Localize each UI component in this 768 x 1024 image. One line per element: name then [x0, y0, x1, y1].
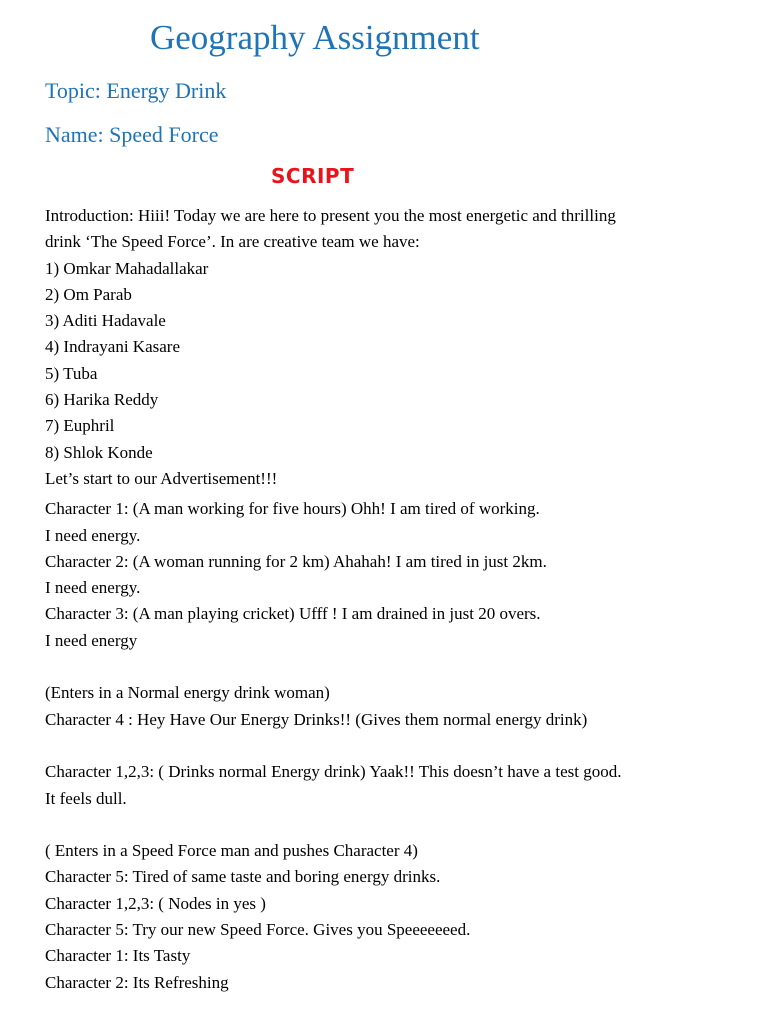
dialogue-line: Character 3: (A man playing cricket) Ufff ! I am drained in just 20 overs.: [45, 604, 541, 624]
dialogue-line: Character 1: (A man working for five hours) Ohh! I am tired of working.: [45, 499, 540, 519]
team-member-item: 5) Tuba: [45, 363, 98, 383]
dialogue-line: I need energy.: [45, 578, 141, 598]
dialogue-line: ( Enters in a Speed Force man and pushes Character 4): [45, 841, 418, 861]
intro-line: Introduction: Hiii! Today we are here to present you the most energetic and thrilling: [45, 206, 616, 225]
blank-line: [45, 733, 755, 759]
intro-closing: Let’s start to our Advertisement!!!: [45, 468, 278, 488]
dialogue-line: Character 2: Its Refreshing: [45, 972, 229, 992]
team-member-item: 7) Euphril: [45, 416, 115, 436]
script-heading: SCRIPT: [271, 164, 355, 188]
intro-line: drink ‘The Speed Force’. In are creative team we have:: [45, 232, 420, 252]
topic-line: Topic: Energy Drink: [45, 78, 227, 103]
dialogue-line: Character 5: Try our new Speed Force. Gives you Speeeeeeed.: [45, 920, 471, 940]
team-member-item: 8) Shlok Konde: [45, 442, 153, 462]
team-member-item: 4) Indrayani Kasare: [45, 337, 180, 357]
name-line: Name: Speed Force: [45, 122, 219, 147]
dialogue-line: Character 1: Its Tasty: [45, 946, 191, 966]
dialogue-line: Character 5: Tired of same taste and boring energy drinks.: [45, 867, 441, 887]
team-member-item: 2) Om Parab: [45, 284, 132, 304]
dialogue-line: Character 1,2,3: ( Nodes in yes ): [45, 893, 266, 913]
dialogue-line: (Enters in a Normal energy drink woman): [45, 683, 330, 703]
script-body: [45, 203, 755, 996]
blank-line: [45, 654, 755, 680]
document-title: Geography Assignment: [150, 18, 480, 57]
team-member-item: 6) Harika Reddy: [45, 390, 159, 410]
team-member-item: 3) Aditi Hadavale: [45, 311, 166, 331]
dialogue-line: Character 2: (A woman running for 2 km) Ahahah! I am tired in just 2km.: [45, 551, 547, 571]
dialogue-line: Character 1,2,3: ( Drinks normal Energy drink) Yaak!! This doesn’t have a test good.: [45, 762, 622, 782]
dialogue-line: I need energy: [45, 630, 138, 650]
dialogue-line: I need energy.: [45, 525, 141, 545]
dialogue-line: It feels dull.: [45, 788, 127, 808]
team-member-item: 1) Omkar Mahadallakar: [45, 258, 209, 278]
blank-line: [45, 812, 755, 838]
dialogue-line: Character 4 : Hey Have Our Energy Drinks!! (Gives them normal energy drink): [45, 709, 588, 729]
